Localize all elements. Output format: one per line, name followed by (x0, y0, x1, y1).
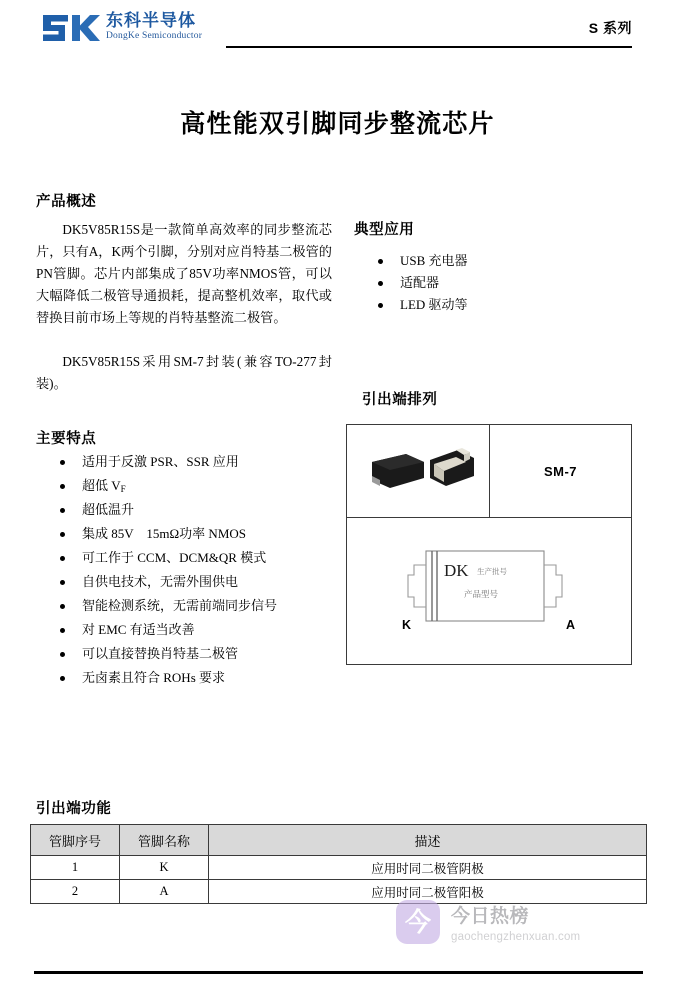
pin-function-table (30, 824, 647, 904)
series-label: S 系列 (588, 20, 632, 36)
cell-pin-name: K (120, 856, 209, 880)
overview-paragraph-1: DK5V85R15S是一款简单高效率的同步整流芯片，只有A，K两个引脚，分别对应肖特基二极管的PN管脚。芯片内部集成了85V功率NMOS管，可以大幅降低二极管导通损耗，提高整机效率，取代或替换目前市场上等规的肖特基整流二极管。 (36, 222, 332, 325)
pinout-row-drawing (347, 518, 631, 664)
watermark-badge-icon (396, 900, 440, 944)
features-list (54, 450, 277, 690)
sm7-package-photo-icon (358, 440, 478, 502)
feature-item: 超低温升 (54, 498, 277, 522)
page-header (0, 0, 675, 62)
svg-text:生产批号: 生产批号 (477, 567, 507, 576)
overview-paragraph-2: DK5V85R15S采用SM-7封装(兼容TO-277封装)。 (36, 354, 332, 391)
logo-company-cn: 东科半导体 (106, 11, 196, 30)
svg-text:K: K (402, 618, 412, 632)
application-item: LED 驱动等 (372, 294, 468, 316)
page-title: 高性能双引脚同步整流芯片 (180, 110, 495, 138)
package-name-cell (490, 425, 631, 517)
site-watermark (396, 900, 580, 944)
feature-item: 适用于反激 PSR、SSR 应用 (54, 450, 277, 474)
feature-item: 对 EMC 有适当改善 (54, 618, 277, 642)
watermark-glyph: 今 (404, 907, 431, 937)
feature-item: 可工作于 CCM、DCM&QR 模式 (54, 546, 277, 570)
application-item: USB 充电器 (372, 250, 468, 272)
feature-item: 智能检测系统，无需前端同步信号 (54, 594, 277, 618)
package-photo-cell (347, 425, 490, 517)
feature-subscript: F (120, 484, 126, 494)
watermark-title: 今日热榜 (451, 906, 530, 927)
svg-text:产品型号: 产品型号 (464, 589, 499, 599)
column-header-pin-number: 管脚序号 (31, 825, 120, 856)
table-row (31, 856, 647, 880)
feature-item: 无卤素且符合 ROHs 要求 (54, 666, 277, 690)
cell-description: 应用时同二极管阴极 (209, 856, 647, 880)
section-heading-features: 主要特点 (36, 431, 97, 447)
watermark-url: gaochengzhenxuan.com (451, 931, 581, 943)
cell-pin-name: A (120, 880, 209, 904)
cell-pin-number: 1 (31, 856, 120, 880)
feature-item: 可以直接替换肖特基二极管 (54, 642, 277, 666)
dk-logo-icon (42, 13, 100, 43)
company-logo (42, 12, 202, 43)
column-header-pin-name: 管脚名称 (120, 825, 209, 856)
header-divider (226, 46, 632, 48)
logo-company-en: DongKe Semiconductor (106, 31, 203, 41)
cell-description: 应用时同二极管阳极 (209, 880, 647, 904)
column-header-description: 描述 (209, 825, 647, 856)
svg-text:DK: DK (444, 561, 469, 580)
section-heading-pin-function: 引出端功能 (36, 801, 112, 817)
pinout-table (346, 424, 632, 665)
feature-item: 自供电技术，无需外围供电 (54, 570, 277, 594)
svg-text:A: A (566, 618, 576, 632)
table-body (31, 856, 647, 904)
feature-item: 超低 $V_F$ (54, 474, 277, 498)
footer-divider (34, 971, 643, 974)
section-heading-pinout: 引出端排列 (362, 392, 438, 408)
feature-item: 集成 85V 15mΩ功率 NMOS (54, 522, 277, 546)
package-name: SM-7 (543, 463, 578, 479)
pinout-row-package (347, 425, 631, 518)
package-outline-drawing-icon (364, 531, 614, 651)
cell-pin-number: 2 (31, 880, 120, 904)
applications-list (372, 250, 468, 316)
section-heading-applications: 典型应用 (354, 222, 415, 238)
table-header-row (31, 825, 647, 856)
section-heading-overview: 产品概述 (36, 194, 97, 210)
application-item: 适配器 (372, 272, 468, 294)
